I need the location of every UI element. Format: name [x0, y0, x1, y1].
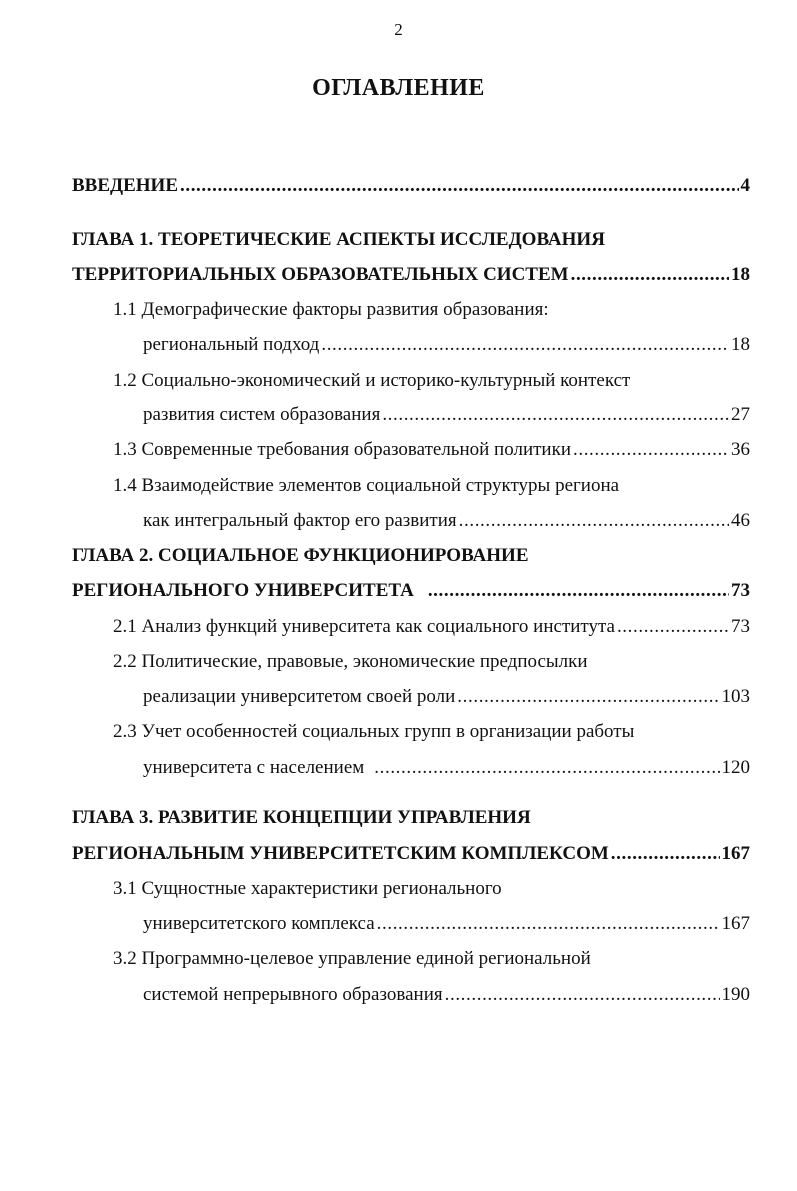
toc-entry-section-2-1[interactable] [113, 615, 750, 639]
toc-section-title[interactable] [113, 298, 549, 322]
toc-page-number: 27 [731, 404, 750, 425]
toc-entry-label: 1.3 Современные требования образовательной политики [113, 439, 571, 460]
toc-entry-label: ТЕРРИТОРИАЛЬНЫХ ОБРАЗОВАТЕЛЬНЫХ СИСТЕМ [72, 264, 569, 285]
dot-leader [374, 756, 719, 780]
dot-leader [180, 174, 739, 198]
toc-entry-section-1-2[interactable] [143, 403, 750, 427]
toc-entry-label: университета с населением [143, 757, 365, 778]
toc-entry-section-1-1[interactable] [143, 333, 750, 357]
toc-entry-chapter-1[interactable] [72, 263, 750, 287]
toc-page-number: 18 [731, 334, 750, 355]
toc-entry-label: ГЛАВА 1. ТЕОРЕТИЧЕСКИЕ АСПЕКТЫ ИССЛЕДОВАНИЯ [72, 229, 605, 250]
toc-entry-section-3-1[interactable] [143, 912, 750, 936]
toc-entry-label: РЕГИОНАЛЬНЫМ УНИВЕРСИТЕТСКИМ КОМПЛЕКСОМ [72, 843, 609, 864]
toc-entry-section-2-3[interactable] [143, 756, 750, 780]
toc-page-number: 4 [740, 175, 750, 196]
toc-entry-label: 2.3 Учет особенностей социальных групп в организации работы [113, 721, 635, 742]
toc-section-title[interactable] [113, 369, 630, 393]
toc-page-number: 73 [731, 616, 750, 637]
dot-leader [617, 615, 729, 639]
page-title: ОГЛАВЛЕНИЕ [312, 75, 485, 101]
toc-entry-label: региональный подход [143, 334, 320, 355]
toc-chapter-title[interactable] [72, 544, 529, 568]
toc-entry-label: 2.1 Анализ функций университета как социального института [113, 616, 615, 637]
toc-entry-label: 3.1 Сущностные характеристики регионального [113, 878, 502, 899]
toc-entry-label: университетского комплекса [143, 913, 375, 934]
toc-entry-label: ГЛАВА 3. РАЗВИТИЕ КОНЦЕПЦИИ УПРАВЛЕНИЯ [72, 807, 531, 828]
dot-leader [428, 579, 729, 603]
toc-entry-label: развития систем образования [143, 404, 381, 425]
dot-leader [573, 438, 729, 462]
dot-leader [457, 685, 719, 709]
toc-entry-label: 3.2 Программно-целевое управление единой региональной [113, 948, 591, 969]
toc-entry-label: реализации университетом своей роли [143, 686, 456, 707]
toc-page-number: 120 [721, 757, 750, 778]
toc-page-number: 73 [731, 580, 750, 601]
toc-entry-label: 1.2 Социально-экономический и историко-культурный контекст [113, 370, 631, 391]
toc-page-number: 167 [721, 913, 750, 934]
toc-section-title[interactable] [113, 474, 619, 498]
toc-entry-label: ГЛАВА 2. СОЦИАЛЬНОЕ ФУНКЦИОНИРОВАНИЕ [72, 545, 529, 566]
toc-page-number: 36 [731, 439, 750, 460]
toc-entry-chapter-2[interactable] [72, 579, 750, 603]
toc-entry-section-1-3[interactable] [113, 438, 750, 462]
toc-chapter-title[interactable] [72, 228, 605, 252]
dot-leader [459, 509, 729, 533]
dot-leader [611, 842, 720, 866]
toc-section-title[interactable] [113, 650, 588, 674]
toc-section-title[interactable] [113, 947, 591, 971]
toc-entry-label: 1.4 Взаимодействие элементов социальной структуры региона [113, 475, 620, 496]
toc-page-number: 190 [721, 984, 750, 1005]
toc-chapter-title[interactable] [72, 806, 531, 830]
toc-entry-label: 2.2 Политические, правовые, экономические предпосылки [113, 651, 588, 672]
toc-page-number: 46 [731, 510, 750, 531]
page-number: 2 [394, 20, 403, 39]
toc-entry-label: как интегральный фактор его развития [143, 510, 457, 531]
toc-section-title[interactable] [113, 720, 634, 744]
toc-entry-label: РЕГИОНАЛЬНОГО УНИВЕРСИТЕТА [72, 580, 414, 601]
toc-entry-label: системой непрерывного образования [143, 984, 443, 1005]
toc-entry-label: 1.1 Демографические факторы развития образования: [113, 299, 549, 320]
dot-leader [377, 912, 720, 936]
dot-leader [382, 403, 729, 427]
toc-entry-section-2-2[interactable] [143, 685, 750, 709]
dot-leader [571, 263, 729, 287]
dot-leader [321, 333, 729, 357]
toc-section-title[interactable] [113, 877, 502, 901]
toc-page-number: 167 [721, 843, 750, 864]
toc-entry-intro[interactable] [72, 174, 750, 198]
dot-leader [445, 983, 720, 1007]
toc-entry-section-1-4[interactable] [143, 509, 750, 533]
toc-entry-chapter-3[interactable] [72, 842, 750, 866]
toc-page-number: 18 [731, 264, 750, 285]
toc-entry-section-3-2[interactable] [143, 983, 750, 1007]
toc-page-number: 103 [721, 686, 750, 707]
toc-entry-label: ВВЕДЕНИЕ [72, 175, 178, 196]
